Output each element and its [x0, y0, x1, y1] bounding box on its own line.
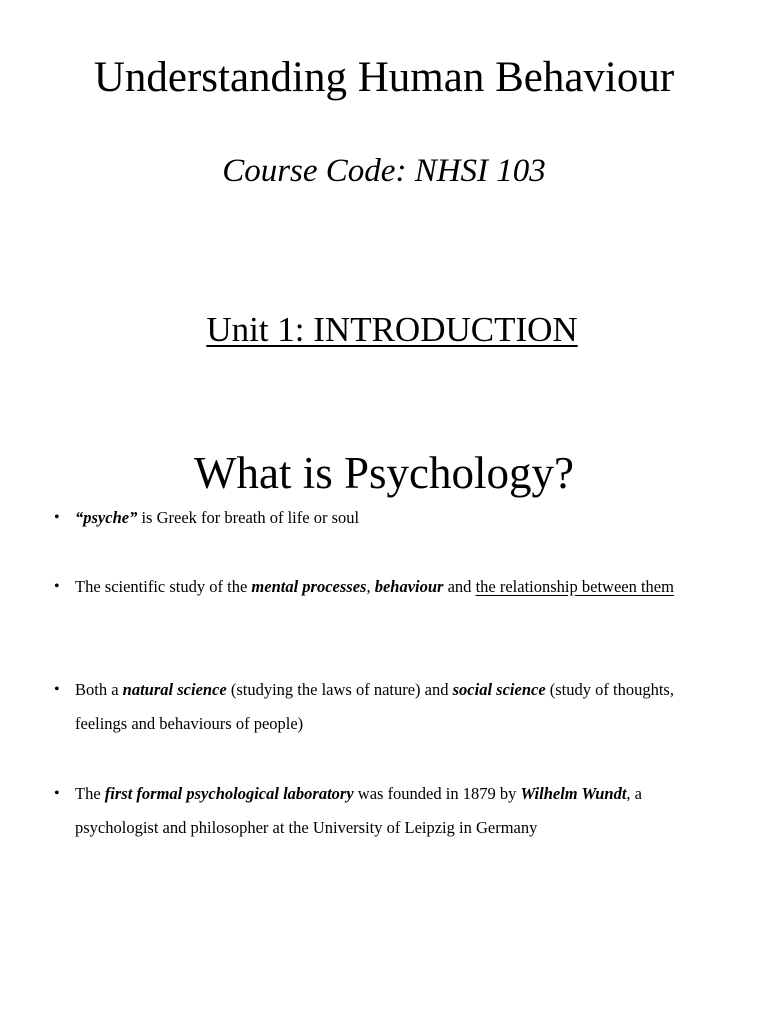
- term-relationship: the relationship between them: [475, 577, 674, 596]
- bullet-text: [75, 570, 715, 604]
- text-run: is Greek for breath of life or soul: [137, 508, 360, 527]
- unit-heading: [0, 308, 768, 352]
- text-run: and: [443, 577, 476, 596]
- bullet-icon: •: [54, 509, 60, 526]
- text-run: was founded in 1879 by: [353, 784, 521, 803]
- course-code: Course Code: NHSI 103: [222, 153, 546, 189]
- term-psyche: “psyche”: [75, 508, 138, 527]
- text-run: The scientific study of the: [75, 577, 252, 596]
- section-heading: What is Psychology?: [194, 448, 574, 498]
- document-title: Understanding Human Behaviour: [93, 54, 675, 101]
- term-social-science: social science: [452, 680, 546, 699]
- term-behaviour: behaviour: [374, 577, 444, 596]
- text-run: (studying the laws of nature) and: [226, 680, 453, 699]
- term-mental-processes: mental processes: [251, 577, 367, 596]
- text-run: The: [75, 784, 105, 803]
- bullet-icon: •: [54, 578, 60, 595]
- bullet-text: [75, 501, 715, 535]
- bullet-text: [75, 673, 715, 741]
- bullet-icon: •: [54, 681, 60, 698]
- bullet-icon: •: [54, 785, 60, 802]
- text-run: ,: [366, 577, 375, 596]
- term-wilhelm-wundt: Wilhelm Wundt: [520, 784, 627, 803]
- term-natural-science: natural science: [122, 680, 227, 699]
- text-run: Both a: [75, 680, 123, 699]
- bullet-text: [75, 777, 715, 845]
- term-first-laboratory: first formal psychological laboratory: [104, 784, 354, 803]
- text-run: (study of thoughts, feelings and behaviours of people): [75, 680, 674, 733]
- text-run: , a psychologist and philosopher at the University of Leipzig in Germany: [75, 784, 642, 837]
- unit-heading-text: Unit 1: INTRODUCTION: [206, 310, 578, 349]
